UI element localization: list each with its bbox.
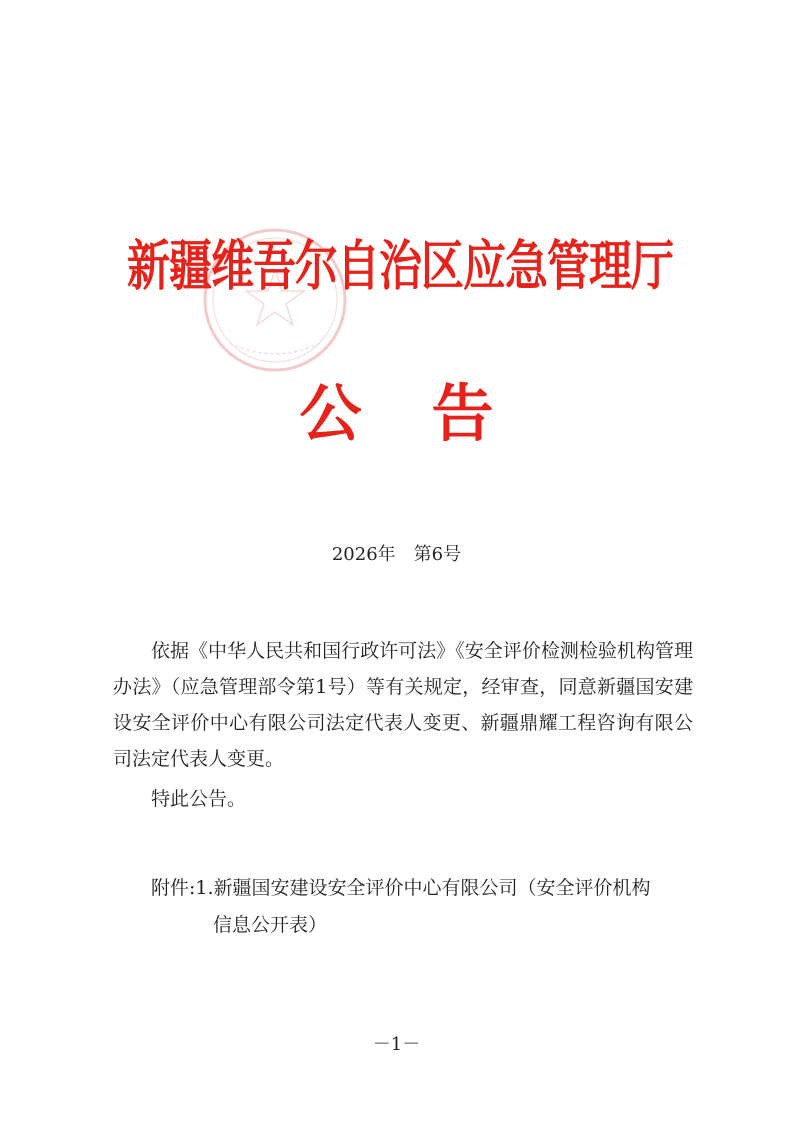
page-number: －1－	[372, 1034, 421, 1055]
issuing-organization-title: 新疆维吾尔自治区应急管理厅	[127, 235, 673, 298]
document-type-title: 公告	[299, 377, 564, 450]
body-paragraph: 依据《中华人民共和国行政许可法》《安全评价检测检验机构管理办法》（应急管理部令第1号）等有关规定，经审查，同意新疆国安建设安全评价中心有限公司法定代表人变更、新疆鼎耀工程咨询有限公司法定代表人变更。	[113, 640, 693, 770]
attachment-list	[151, 870, 696, 944]
attachment-line-2: 信息公开表）	[213, 914, 328, 936]
attachment-line-1: 附件:1.新疆国安建设安全评价中心有限公司（安全评价机构	[151, 877, 651, 899]
closing-statement: 特此公告。	[151, 788, 247, 810]
announcement-body	[113, 633, 693, 817]
document-number: 2026年 第6号	[331, 544, 462, 565]
